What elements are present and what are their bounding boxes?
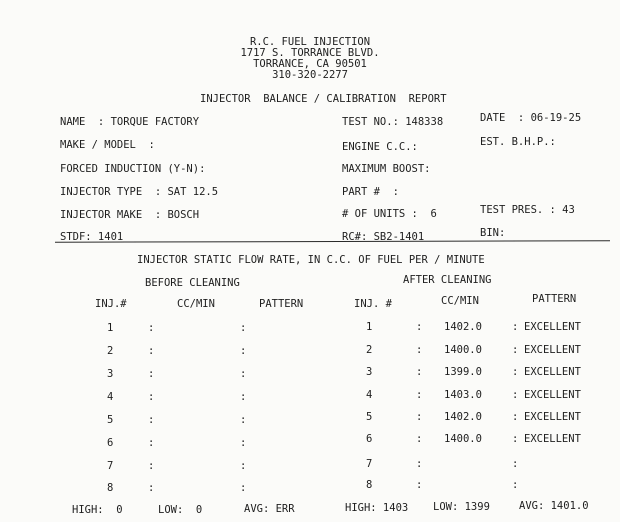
before-high: HIGH: 0 [72, 504, 123, 516]
after-avg: AVG: 1401.0 [519, 500, 589, 512]
field-test-pres: TEST PRES. : 43 [480, 204, 575, 216]
before-row-5-sep2: : [240, 414, 247, 426]
after-row-5-inj: 5 [366, 411, 373, 423]
before-row-7-sep2: : [240, 460, 247, 472]
field-num-units: # OF UNITS : 6 [342, 208, 437, 220]
before-avg: AVG: ERR [244, 503, 295, 515]
before-row-5-sep1: : [148, 414, 155, 426]
section-divider [55, 240, 610, 242]
before-row-6-inj: 6 [107, 437, 114, 449]
after-row-2-inj: 2 [366, 344, 373, 356]
before-row-6-sep2: : [240, 437, 247, 449]
before-row-3-inj: 3 [107, 368, 114, 380]
field-date: DATE : 06-19-25 [480, 112, 582, 124]
before-row-8-sep1: : [148, 482, 155, 494]
before-row-1-sep2: : [240, 322, 247, 334]
field-rc-no: RC#: SB2-1401 [342, 231, 425, 243]
after-row-1-sep1: : [416, 321, 423, 333]
after-row-3-sep1: : [416, 366, 423, 378]
before-row-4-sep1: : [148, 391, 155, 403]
after-row-6-inj: 6 [366, 433, 373, 445]
before-header-inj: INJ.# [95, 298, 127, 310]
shop-name: R.C. FUEL INJECTION [249, 36, 371, 48]
field-engine-cc: ENGINE C.C.: [342, 141, 418, 153]
after-row-6-sep1: : [416, 433, 423, 445]
before-row-2-sep2: : [240, 345, 247, 357]
after-row-7-sep1: : [416, 458, 423, 470]
after-row-3-inj: 3 [366, 366, 373, 378]
after-header-pattern: PATTERN [532, 293, 577, 305]
after-row-3-cc: 1399.0 [444, 366, 482, 378]
after-header-ccmin: CC/MIN [441, 295, 479, 307]
after-row-2-cc: 1400.0 [444, 344, 482, 356]
after-header-inj: INJ. # [354, 298, 392, 310]
after-row-5-sep2: : [512, 411, 519, 423]
field-est-bhp: EST. B.H.P.: [480, 136, 556, 148]
after-row-3-pattern: EXCELLENT [524, 366, 581, 378]
after-row-6-cc: 1400.0 [444, 433, 482, 445]
before-cleaning-title: BEFORE CLEANING [145, 277, 240, 289]
shop-city: TORRANCE, CA 90501 [253, 58, 367, 70]
after-row-4-sep2: : [512, 389, 519, 401]
before-row-1-sep1: : [148, 322, 155, 334]
after-cleaning-title: AFTER CLEANING [403, 274, 492, 286]
after-row-4-sep1: : [416, 389, 423, 401]
after-row-7-sep2: : [512, 458, 519, 470]
after-row-4-inj: 4 [366, 389, 373, 401]
after-row-5-pattern: EXCELLENT [524, 411, 581, 423]
before-row-4-sep2: : [240, 391, 247, 403]
before-header-ccmin: CC/MIN [177, 298, 215, 310]
field-bin: BIN: [480, 227, 506, 239]
before-row-7-inj: 7 [107, 460, 114, 472]
after-row-2-pattern: EXCELLENT [524, 344, 581, 356]
before-row-1-inj: 1 [107, 322, 114, 334]
shop-address: 1717 S. TORRANCE BLVD. [240, 47, 380, 59]
after-row-1-sep2: : [512, 321, 519, 333]
after-row-5-sep1: : [416, 411, 423, 423]
after-row-3-sep2: : [512, 366, 519, 378]
after-row-2-sep2: : [512, 344, 519, 356]
shop-phone: 310-320-2277 [272, 69, 348, 81]
field-stdf: STDF: 1401 [60, 231, 124, 243]
field-forced-induction: FORCED INDUCTION (Y-N): [60, 163, 206, 175]
before-row-6-sep1: : [148, 437, 155, 449]
before-row-3-sep1: : [148, 368, 155, 380]
field-max-boost: MAXIMUM BOOST: [342, 163, 431, 175]
after-row-1-pattern: EXCELLENT [524, 321, 581, 333]
after-row-4-cc: 1403.0 [444, 389, 482, 401]
after-row-5-cc: 1402.0 [444, 411, 482, 423]
field-name: NAME : TORQUE FACTORY [60, 116, 200, 128]
after-row-7-inj: 7 [366, 458, 373, 470]
after-row-1-inj: 1 [366, 321, 373, 333]
after-row-8-sep2: : [512, 479, 519, 491]
before-header-pattern: PATTERN [259, 298, 304, 310]
field-make-model: MAKE / MODEL : [60, 139, 155, 151]
after-row-6-sep2: : [512, 433, 519, 445]
before-row-8-inj: 8 [107, 482, 114, 494]
field-part-no: PART # : [342, 186, 399, 198]
after-row-6-pattern: EXCELLENT [524, 433, 581, 445]
after-row-8-inj: 8 [366, 479, 373, 491]
field-injector-type: INJECTOR TYPE : SAT 12.5 [60, 186, 219, 198]
before-row-3-sep2: : [240, 368, 247, 380]
after-row-4-pattern: EXCELLENT [524, 389, 581, 401]
before-row-5-inj: 5 [107, 414, 114, 426]
after-low: LOW: 1399 [433, 501, 490, 513]
after-row-2-sep1: : [416, 344, 423, 356]
report-title: INJECTOR BALANCE / CALIBRATION REPORT [200, 93, 447, 105]
field-test-no: TEST NO.: 148338 [342, 116, 444, 128]
before-row-8-sep2: : [240, 482, 247, 494]
before-row-7-sep1: : [148, 460, 155, 472]
flow-rate-title: INJECTOR STATIC FLOW RATE, IN C.C. OF FUEL PER / MINUTE [137, 254, 485, 266]
before-row-4-inj: 4 [107, 391, 114, 403]
before-row-2-sep1: : [148, 345, 155, 357]
field-injector-make: INJECTOR MAKE : BOSCH [60, 209, 200, 221]
after-row-1-cc: 1402.0 [444, 321, 482, 333]
before-low: LOW: 0 [158, 504, 203, 516]
after-high: HIGH: 1403 [345, 502, 409, 514]
after-row-8-sep1: : [416, 479, 423, 491]
before-row-2-inj: 2 [107, 345, 114, 357]
